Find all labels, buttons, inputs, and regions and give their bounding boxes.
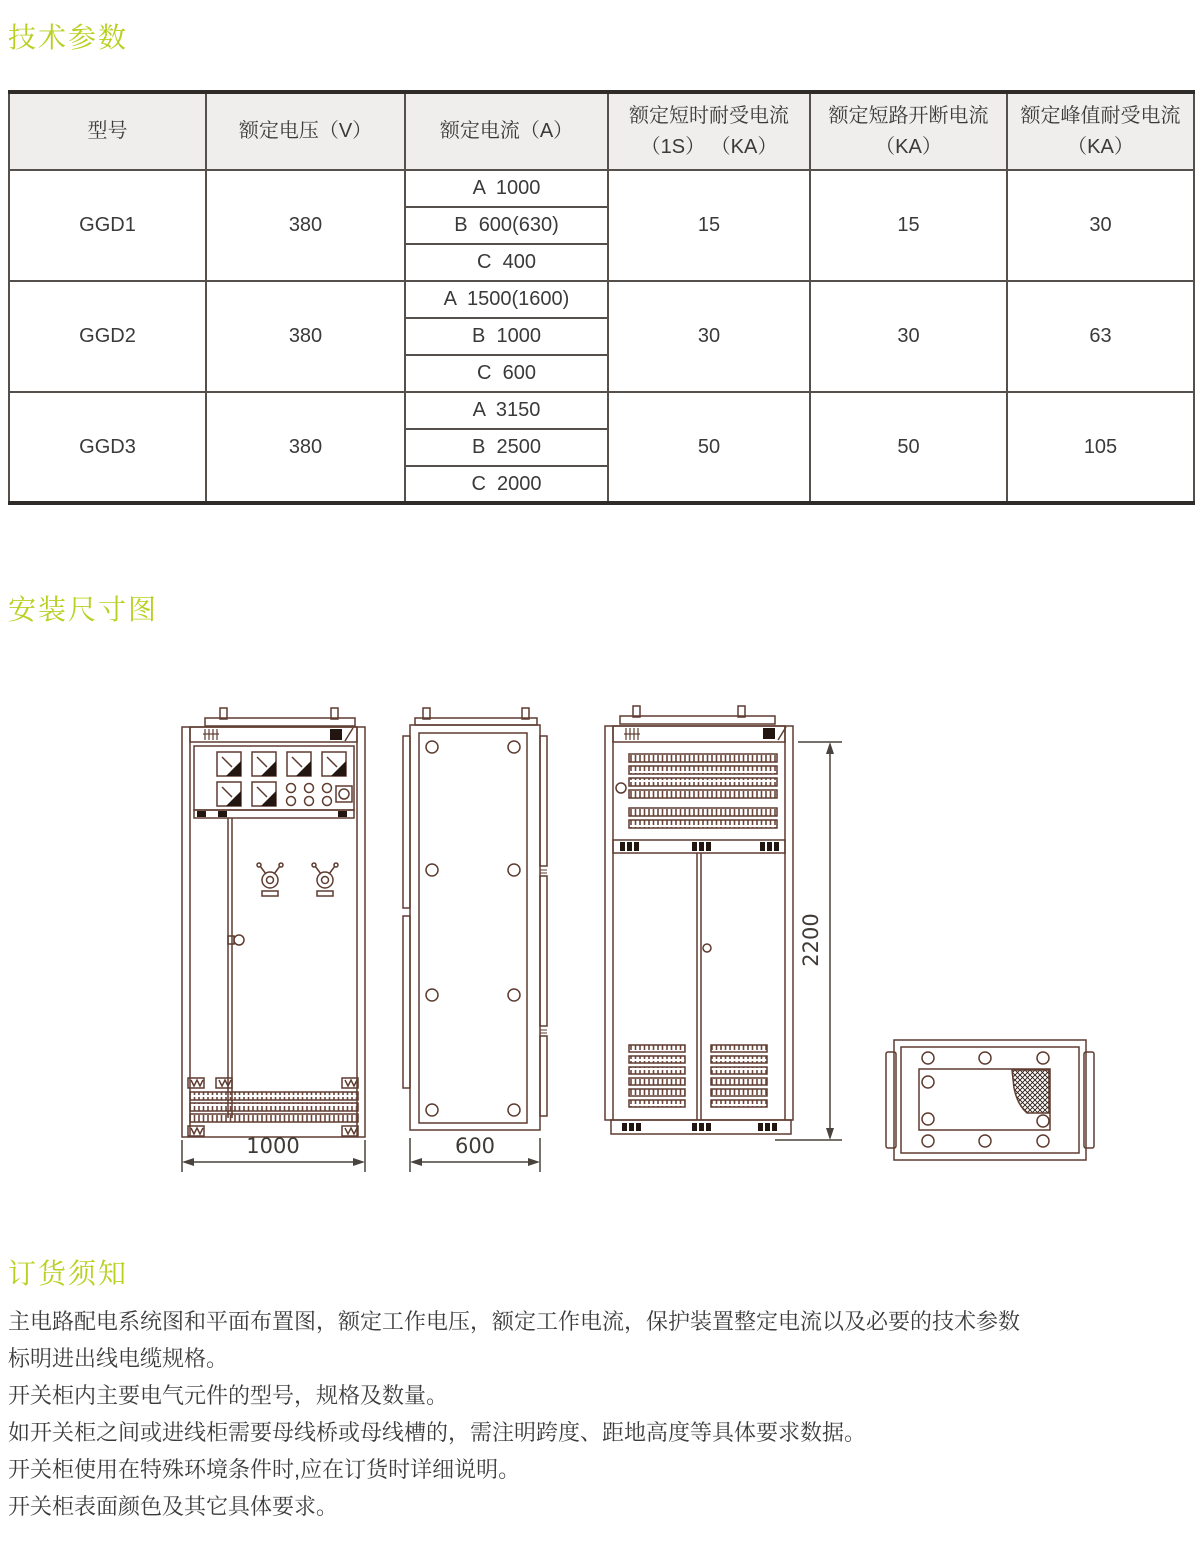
- ordering-title: 订货须知: [8, 1258, 129, 1289]
- table-row: [9, 281, 1194, 318]
- note-line: 开关柜内主要电气元件的型号，规格及数量。: [8, 1383, 449, 1408]
- dimensions-title: 安装尺寸图: [8, 594, 159, 625]
- tech-params-title: 技术参数: [8, 22, 129, 53]
- short-time-cell: 15: [608, 170, 810, 281]
- current-cell: B 600(630): [405, 207, 608, 244]
- col-header-model: 型号: [9, 92, 206, 170]
- col-header-voltage: 额定电压（V）: [206, 92, 405, 170]
- foot-block-icon: [622, 1123, 777, 1131]
- current-cell: A 3150: [405, 392, 608, 429]
- tech-params-table: [8, 90, 1195, 505]
- note-line: 开关柜使用在特殊环境条件时,应在订货时详细说明。: [8, 1457, 521, 1482]
- meter-icon: [217, 752, 346, 776]
- cabinet-height-label: 2200: [799, 913, 823, 967]
- model-cell: GGD1: [9, 170, 206, 281]
- col-header-breaking: 额定短路开断电流（KA）: [810, 92, 1007, 170]
- breaking-cell: 15: [810, 170, 1007, 281]
- current-cell: C 2000: [405, 466, 608, 503]
- col-header-current: 额定电流（A）: [405, 92, 608, 170]
- current-cell: B 1000: [405, 318, 608, 355]
- front-view-drawing: [182, 708, 365, 1172]
- model-cell: GGD3: [9, 392, 206, 503]
- voltage-cell: 380: [206, 170, 405, 281]
- installation-drawings: [170, 700, 1110, 1180]
- table-header-row: [9, 92, 1194, 170]
- current-cell: C 600: [405, 355, 608, 392]
- meter-icon: [217, 782, 276, 806]
- side-view-drawing: [403, 708, 547, 1172]
- front-width-label: 1000: [246, 1134, 300, 1158]
- model-cell: GGD2: [9, 281, 206, 392]
- current-cell: A 1000: [405, 170, 608, 207]
- ordering-notes: [8, 1303, 1168, 1525]
- breaking-cell: 50: [810, 392, 1007, 503]
- table-row: [9, 392, 1194, 429]
- vent-grille: [629, 1045, 767, 1107]
- top-view-drawing: [886, 1040, 1094, 1160]
- col-header-short-time: 额定短时耐受电流（1S） （KA）: [608, 92, 810, 170]
- col-header-peak: 额定峰值耐受电流（KA）: [1007, 92, 1194, 170]
- short-time-cell: 30: [608, 281, 810, 392]
- note-line: 如开关柜之间或进线柜需要母线桥或母线槽的，需注明跨度、距地高度等具体要求数据。: [8, 1420, 867, 1445]
- vent-grille: [190, 1092, 358, 1122]
- note-line: 开关柜表面颜色及其它具体要求。: [8, 1494, 339, 1519]
- table-row: [9, 170, 1194, 207]
- short-time-cell: 50: [608, 392, 810, 503]
- peak-cell: 63: [1007, 281, 1194, 392]
- voltage-cell: 380: [206, 392, 405, 503]
- side-depth-label: 600: [454, 1134, 496, 1158]
- peak-cell: 105: [1007, 392, 1194, 503]
- peak-cell: 30: [1007, 170, 1194, 281]
- note-line: 标明进出线电缆规格。: [8, 1346, 229, 1371]
- bolt-icon: [426, 741, 520, 1116]
- cable-knob-icon: [257, 863, 338, 896]
- note-line: 主电路配电系统图和平面布置图，额定工作电压，额定工作电流，保护装置整定电流以及必要的技术参数: [8, 1309, 1021, 1334]
- voltage-cell: 380: [206, 281, 405, 392]
- current-cell: A 1500(1600): [405, 281, 608, 318]
- indicator-lamp-icon: [287, 784, 332, 806]
- current-cell: B 2500: [405, 429, 608, 466]
- current-cell: C 400: [405, 244, 608, 281]
- breaking-cell: 30: [810, 281, 1007, 392]
- button-icon: [336, 786, 352, 802]
- foot-bracket-icon: [188, 1078, 358, 1088]
- vent-grille: [629, 754, 777, 828]
- hinge-block-icon: [620, 842, 779, 851]
- rear-view-drawing: [605, 706, 842, 1140]
